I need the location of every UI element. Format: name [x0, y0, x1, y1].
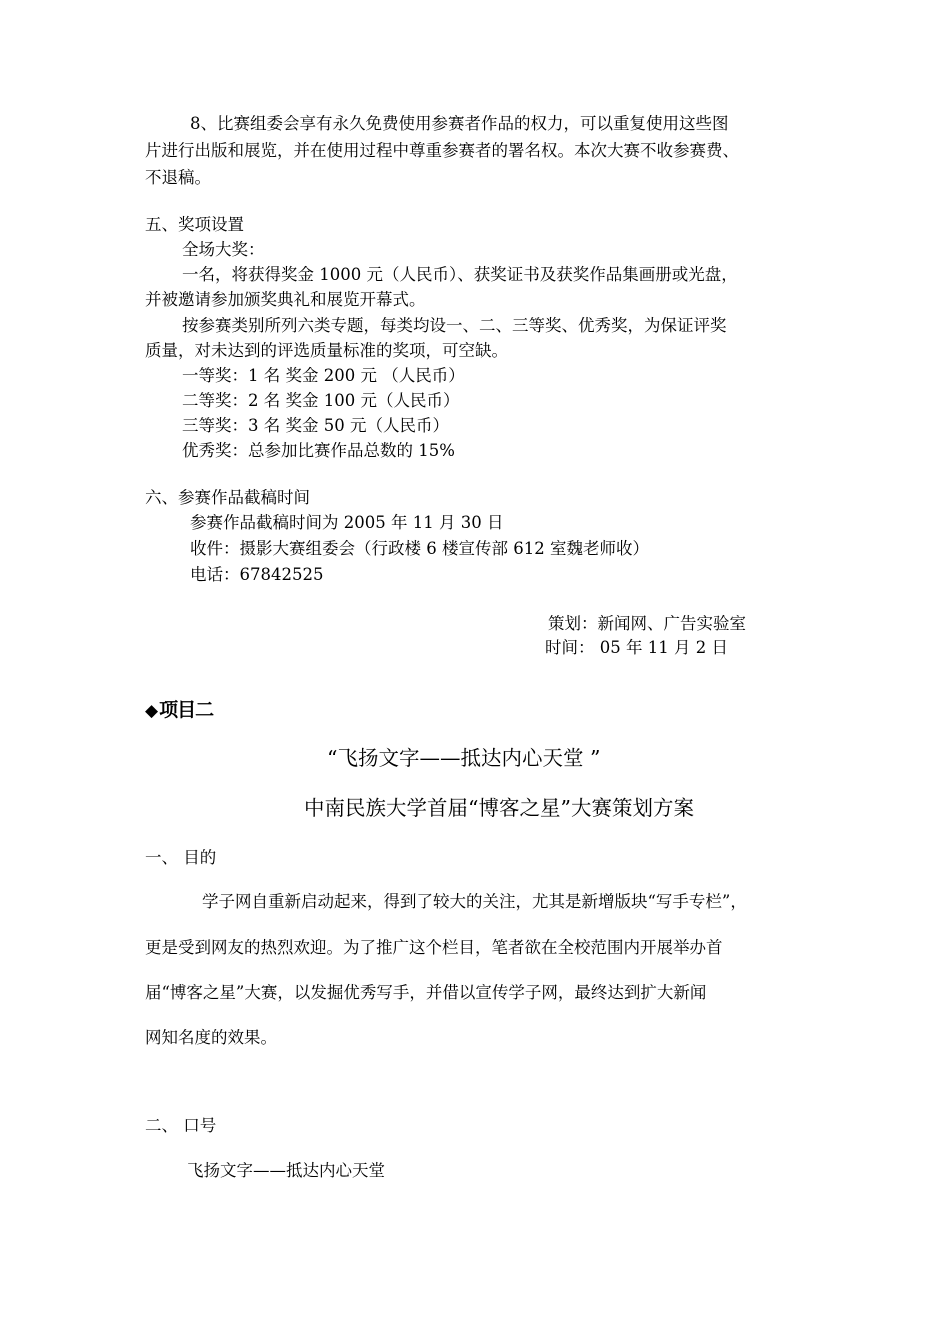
purpose-line1: 学子网自重新启动起来，得到了较大的关注，尤其是新增版块“写手专栏”， — [202, 892, 747, 911]
grand-prize-title: 全场大奖： — [182, 240, 265, 259]
deadline-heading: 六、参赛作品截稿时间 — [145, 488, 310, 507]
third-prize: 三等奖：3 名 奖金 50 元（人民币） — [182, 416, 449, 435]
purpose-line2: 更是受到网友的热烈欢迎。为了推广这个栏目，笔者欲在全校范围内开展举办首 — [145, 938, 723, 957]
planner-signature: 策划：新闻网、广告实验室 — [548, 614, 746, 633]
diamond-bullet-icon: ◆ — [145, 701, 158, 721]
rule8-line1: 8、比赛组委会享有永久免费使用参赛者作品的权力，可以重复使用这些图 — [190, 114, 729, 133]
purpose-heading: 一、 目的 — [145, 848, 217, 867]
slogan-text: 飞扬文字——抵达内心天堂 — [187, 1161, 385, 1180]
deadline-phone: 电话：67842525 — [190, 565, 324, 584]
deadline-date: 参赛作品截稿时间为 2005 年 11 月 30 日 — [190, 513, 504, 532]
deadline-receiver: 收件：摄影大赛组委会（行政楼 6 楼宣传部 612 室魏老师收） — [190, 539, 649, 558]
slogan-heading: 二、 口号 — [145, 1116, 217, 1135]
category-awards-line1: 按参赛类别所列六类专题，每类均设一、二、三等奖、优秀奖，为保证评奖 — [182, 316, 727, 335]
purpose-line4: 网知名度的效果。 — [145, 1028, 277, 1047]
date-signature: 时间： 05 年 11 月 2 日 — [545, 638, 728, 657]
grand-prize-line1: 一名，将获得奖金 1000 元（人民币）、获奖证书及获奖作品集画册或光盘， — [182, 265, 738, 284]
project2-label: 项目二 — [159, 699, 214, 721]
purpose-line3: 届“博客之星”大赛，以发掘优秀写手，并借以宣传学子网，最终达到扩大新闻 — [145, 983, 707, 1002]
grand-prize-line2: 并被邀请参加颁奖典礼和展览开幕式。 — [145, 290, 426, 309]
rule8-line3: 不退稿。 — [145, 168, 211, 187]
excellence-prize: 优秀奖：总参加比赛作品总数的 15% — [182, 441, 455, 460]
category-awards-line2: 质量，对未达到的评选质量标准的奖项，可空缺。 — [145, 341, 508, 360]
first-prize: 一等奖：1 名 奖金 200 元 （人民币） — [182, 366, 465, 385]
rule8-line2: 片进行出版和展览，并在使用过程中尊重参赛者的署名权。本次大赛不收参赛费、 — [145, 141, 739, 160]
slogan-title: “飞扬文字——抵达内心天堂 ” — [327, 746, 601, 770]
plan-title: 中南民族大学首届“博客之星”大赛策划方案 — [304, 796, 694, 820]
project2-heading — [145, 701, 213, 720]
awards-heading: 五、奖项设置 — [145, 215, 244, 234]
second-prize: 二等奖：2 名 奖金 100 元（人民币） — [182, 391, 460, 410]
